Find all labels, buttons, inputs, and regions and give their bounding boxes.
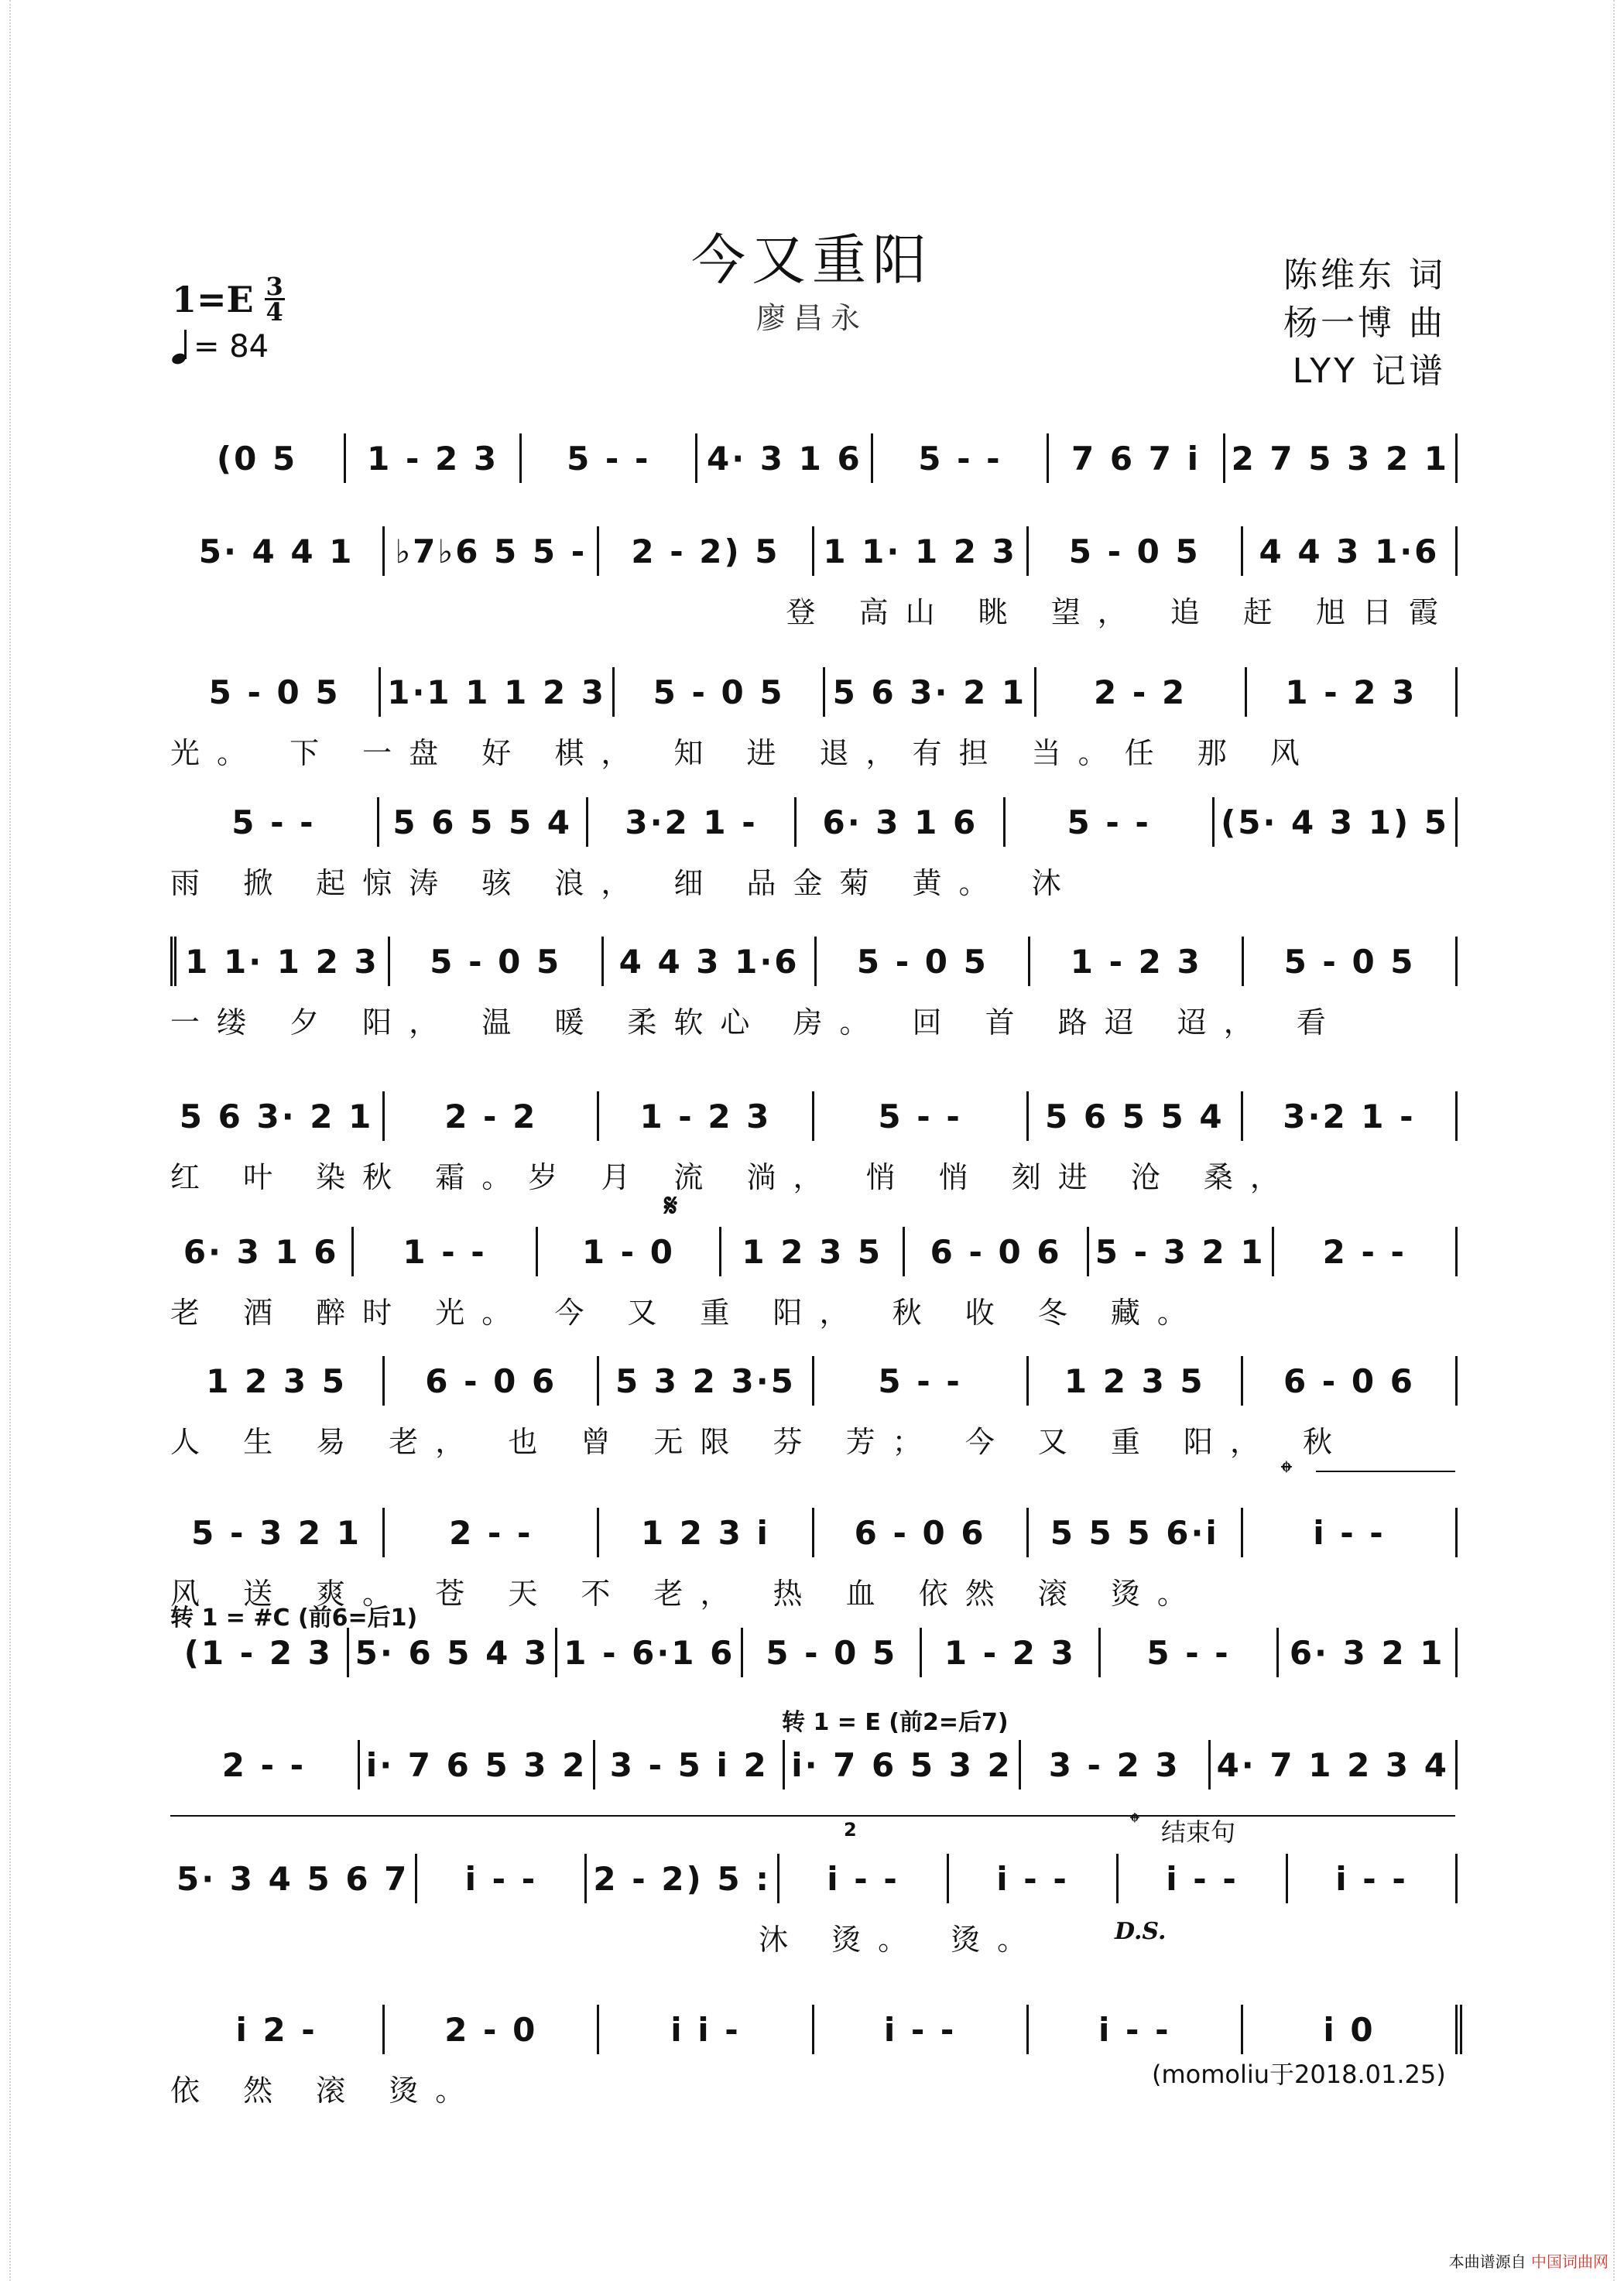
modulation-marking: 转 1 = E (前2=后7) <box>782 1709 1009 1736</box>
volta-number: 2 <box>844 1819 857 1841</box>
measure: 5 - - <box>871 433 1047 483</box>
measure: i - - <box>1286 1854 1455 1903</box>
measure: 1 2 3 i <box>597 1508 811 1557</box>
time-bottom: 4 <box>266 297 283 327</box>
measure: 1 - 6·1 6 <box>555 1628 741 1677</box>
source-label: 本曲谱源自 <box>1448 2252 1526 2271</box>
lyrics-line: 红 叶 染秋 霜。岁 月 流 淌， 悄 悄 刻进 沧 桑， <box>170 1160 1297 1194</box>
coda-line <box>1316 1471 1455 1472</box>
measure: 5 6 3· 2 1 <box>823 667 1033 717</box>
measure: 3·2 1 - <box>586 797 795 847</box>
time-signature <box>265 272 285 327</box>
measure: 6 - 0 6 <box>812 1508 1026 1557</box>
right-margin-border <box>1613 0 1624 2281</box>
measure: i - - <box>415 1854 584 1903</box>
score-row-8 <box>170 1356 1455 1464</box>
lyrics-line: 风 送 爽。 苍 天 不 老， 热 血 依然 滚 烫。 <box>170 1577 1204 1611</box>
transcriber-signature: (momoliu于2018.01.25) <box>1152 2060 1446 2089</box>
measure: 2 - 2) 5 <box>597 526 811 576</box>
measure: ♭7♭6 5 5 - <box>382 526 597 576</box>
measure: i 2 - <box>235 2010 317 2049</box>
measure: 1 - 2 3 <box>344 433 519 483</box>
measure: 5· 6 5 4 3 <box>347 1628 556 1677</box>
lyrics-line: 一缕 夕 阳， 温 暖 柔软心 房。 回 首 路迢 迢， 看 <box>170 1005 1343 1039</box>
measure: 1 - 2 3 <box>1245 667 1455 717</box>
measure: 1 2 3 5 <box>206 1361 347 1400</box>
key-signature <box>172 272 285 327</box>
measure: i· 7 6 5 3 2 <box>783 1740 1019 1790</box>
coda-icon: 𝄌 <box>1130 1807 1139 1838</box>
lyrics-line: 登 高山 眺 望， 追 赶 旭日霞 <box>786 595 1455 629</box>
measure: 1 - 2 3 <box>597 1091 811 1141</box>
measure: 5 - - <box>812 1356 1026 1406</box>
time-top: 3 <box>266 272 283 301</box>
measure: 5 - - <box>1003 797 1212 847</box>
transcriber-credit: LYY 记谱 <box>1292 351 1446 391</box>
score-row-7 <box>170 1227 1455 1335</box>
measure: 4· 7 1 2 3 4 <box>1208 1740 1455 1790</box>
measure: 6 - 0 6 <box>903 1227 1086 1276</box>
measure: 2 - - <box>221 1745 307 1784</box>
score-row-11 <box>170 1740 1455 1848</box>
lyrics-line: 人 生 易 老， 也 曾 无限 芬 芳； 今 又 重 阳， 秋 <box>170 1425 1350 1459</box>
lyrics-line: 雨 掀 起惊涛 骇 浪， 细 品金菊 黄。 沐 <box>170 866 1078 900</box>
measure: 5 3 2 3·5 <box>597 1356 811 1406</box>
measure: 5 - 0 5 <box>208 673 341 711</box>
measure: i· 7 6 5 3 2 <box>358 1740 594 1790</box>
measure: 1 2 3 5 <box>1026 1356 1241 1406</box>
measure: 5 - 0 5 <box>741 1628 920 1677</box>
score-row-1 <box>170 433 1455 542</box>
measure: (1 - 2 3 <box>183 1633 333 1672</box>
source-site-link[interactable]: 中国词曲网 <box>1531 2252 1609 2271</box>
measure: 5 - - <box>812 1091 1026 1141</box>
measure: i - - <box>1116 1854 1286 1903</box>
measure: 6· 3 1 6 <box>794 797 1003 847</box>
score-row-12 <box>170 1854 1455 1962</box>
score-row-3 <box>170 667 1455 776</box>
measure: 5 6 5 5 4 <box>1026 1091 1241 1141</box>
measure: 5 6 3· 2 1 <box>179 1097 374 1135</box>
quarter-note-icon <box>172 330 189 364</box>
measure: 2 - 2 <box>382 1091 597 1141</box>
key-label: 1=E <box>172 278 254 320</box>
measure: 2 7 5 3 2 1 <box>1223 433 1455 483</box>
measure: 5 - - <box>519 433 695 483</box>
credits <box>1283 252 1446 396</box>
measure: i - - <box>777 1854 947 1903</box>
measure: 6 - 0 6 <box>1241 1356 1455 1406</box>
measure: 2 - - <box>382 1508 597 1557</box>
measure: 5 - 0 5 <box>814 937 1028 986</box>
measure: 7 6 7 i <box>1047 433 1222 483</box>
measure: i - - <box>1026 2005 1241 2054</box>
measure: 2 - - <box>1272 1227 1455 1276</box>
measure: 1·1 1 1 2 3 <box>379 667 612 717</box>
measure: i - - <box>812 2005 1026 2054</box>
source-footer <box>1449 2249 1609 2272</box>
measure: 3 - 2 3 <box>1019 1740 1208 1790</box>
measure: 5 - 3 2 1 <box>1087 1227 1272 1276</box>
measure: 1 - 0 <box>536 1227 719 1276</box>
left-margin-border <box>0 0 11 2281</box>
measure: 1 - 2 3 <box>1028 937 1242 986</box>
measure: 5 - 0 5 <box>1026 526 1241 576</box>
measure: 3 - 5 i 2 <box>593 1740 783 1790</box>
measure: 5 6 5 5 4 <box>377 797 586 847</box>
measure: i - - <box>1241 1508 1455 1557</box>
tempo-marking <box>172 329 269 365</box>
measure: 1 1· 1 2 3 <box>170 937 388 986</box>
score-row-5 <box>170 937 1455 1045</box>
measure: 5 5 5 6·i <box>1026 1508 1241 1557</box>
measure: 3·2 1 - <box>1241 1091 1455 1141</box>
measure: i - - <box>947 1854 1116 1903</box>
measure: i 0 <box>1241 2005 1455 2054</box>
measure: 5 - 0 5 <box>612 667 823 717</box>
measure: (0 5 <box>216 439 298 478</box>
lyricist-credit: 陈维东 词 <box>1283 255 1446 295</box>
composer-credit: 杨一博 曲 <box>1283 303 1446 343</box>
measure: 2 - 2) 5 : <box>584 1854 777 1903</box>
measure: 5 - 0 5 <box>388 937 601 986</box>
measure: 2 - 0 <box>382 2005 597 2054</box>
dal-segno-marking: D.S. <box>1115 1918 1167 1945</box>
measure: 1 2 3 5 <box>719 1227 903 1276</box>
measure: 4· 3 1 6 <box>695 433 871 483</box>
measure: 4 4 3 1·6 <box>601 937 815 986</box>
tempo-value: = 84 <box>194 329 269 365</box>
lyrics-line: 老 酒 醉时 光。 今 又 重 阳， 秋 收 冬 藏。 <box>170 1296 1204 1330</box>
measure: 5 - 0 5 <box>1242 937 1455 986</box>
score-row-4 <box>170 797 1455 906</box>
measure: 6 - 0 6 <box>382 1356 597 1406</box>
score-row-2 <box>170 526 1455 635</box>
measure: 2 - 2 <box>1034 667 1245 717</box>
measure: 1 - - <box>351 1227 535 1276</box>
measure: 4 4 3 1·6 <box>1241 526 1455 576</box>
modulation-marking: 转 1 = #C (前6=后1) <box>170 1605 418 1632</box>
measure: i i - <box>597 2005 811 2054</box>
section-divider <box>170 1815 1455 1817</box>
measure: 5· 4 4 1 <box>198 532 355 570</box>
coda-label: 结束句 <box>1161 1817 1236 1847</box>
measure: 6· 3 2 1 <box>1276 1628 1455 1677</box>
singer-name: 廖昌永 <box>755 301 868 335</box>
measure: 5 - - <box>1098 1628 1277 1677</box>
score-row-6 <box>170 1091 1455 1200</box>
measure: 5 - - <box>231 803 316 841</box>
lyrics-line: 依 然 滚 烫。 <box>170 2074 482 2108</box>
measure: 6· 3 1 6 <box>183 1232 339 1271</box>
measure: 5 - 3 2 1 <box>191 1513 361 1552</box>
lyrics-line: 沐 烫。 烫。 <box>759 1923 1044 1957</box>
measure: 5· 3 4 5 6 7 <box>176 1859 409 1898</box>
measure: 1 1· 1 2 3 <box>812 526 1026 576</box>
lyrics-line: 光。 下 一盘 好 棋， 知 进 退，有担 当。任 那 风 <box>170 736 1317 770</box>
measure: 1 - 2 3 <box>920 1628 1098 1677</box>
measure: (5· 4 3 1) 5 <box>1212 797 1455 847</box>
coda-icon: 𝄌 <box>1281 1455 1292 1491</box>
segno-icon: 𝄋 <box>664 1188 678 1224</box>
song-title: 今又重阳 <box>691 228 933 292</box>
